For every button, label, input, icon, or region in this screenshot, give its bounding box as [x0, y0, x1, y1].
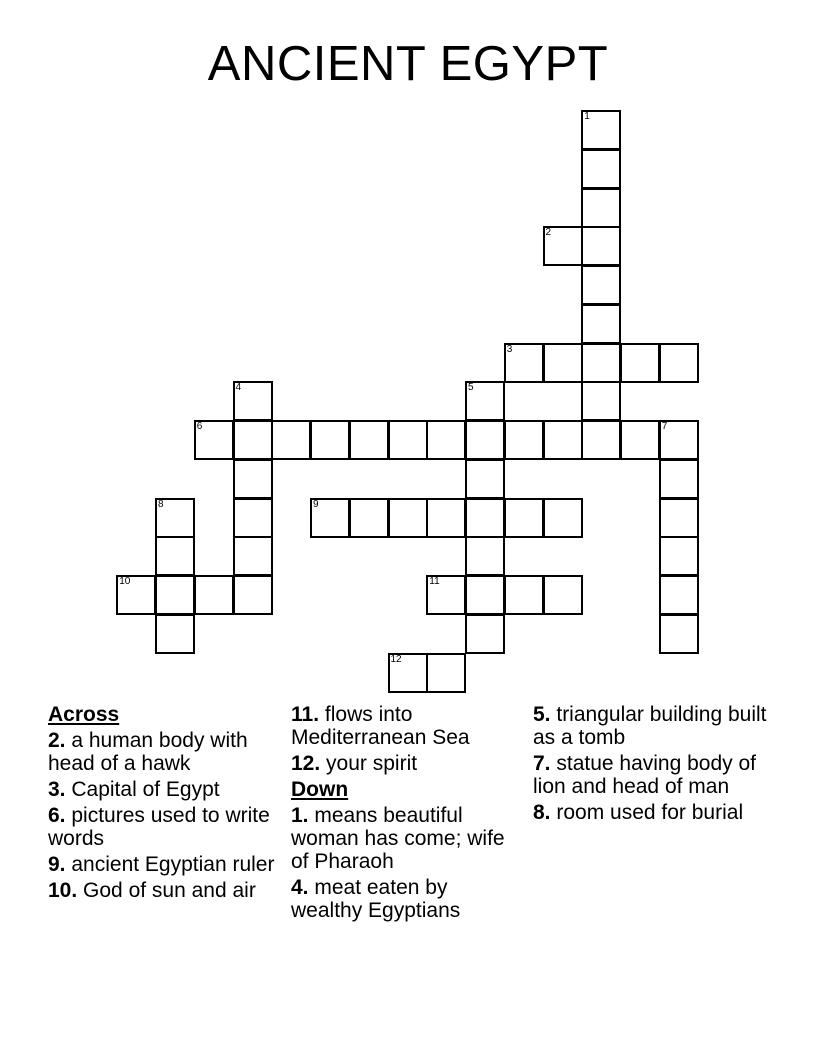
grid-cell[interactable]	[581, 265, 621, 305]
clue-down-7[interactable]	[533, 752, 773, 798]
clue-number: 6.	[48, 804, 66, 827]
grid-cell[interactable]	[543, 226, 583, 266]
clue-across-3[interactable]	[48, 778, 280, 801]
grid-cell[interactable]	[659, 536, 699, 576]
grid-cell[interactable]	[465, 420, 505, 460]
grid-cell[interactable]	[543, 343, 583, 383]
clue-number: 3.	[48, 778, 66, 801]
grid-cell[interactable]	[271, 420, 311, 460]
clue-column-1	[48, 703, 280, 905]
grid-cell[interactable]	[426, 575, 466, 615]
clue-text: your spirit	[326, 752, 418, 775]
clue-number: 5.	[533, 703, 551, 726]
clue-across-6[interactable]	[48, 804, 280, 850]
grid-cell[interactable]	[659, 614, 699, 654]
clue-across-12[interactable]	[291, 752, 511, 775]
grid-cell[interactable]	[504, 343, 544, 383]
clue-text: triangular building built as a tomb	[533, 703, 767, 749]
clue-text: statue having body of lion and head of man	[533, 752, 757, 798]
grid-cell[interactable]	[504, 498, 544, 538]
grid-cell[interactable]	[581, 343, 621, 383]
clue-number: 11.	[291, 703, 320, 726]
clue-down-5[interactable]	[533, 703, 773, 749]
clue-number-label: 8	[158, 498, 164, 510]
clue-number: 4.	[291, 876, 309, 899]
grid-cell[interactable]	[659, 343, 699, 383]
grid-cell[interactable]	[581, 304, 621, 344]
clue-text: meat eaten by wealthy Egyptians	[291, 876, 461, 922]
clue-number-label: 5	[468, 382, 474, 394]
grid-cell[interactable]	[233, 536, 273, 576]
clue-text: pictures used to write words	[48, 804, 270, 850]
clue-number: 12.	[291, 752, 321, 775]
clue-across-10[interactable]	[48, 879, 280, 902]
clue-column-2	[291, 703, 511, 925]
clue-number: 9.	[48, 853, 66, 876]
clue-text: flows into Mediterranean Sea	[291, 703, 470, 749]
grid-cell[interactable]	[155, 575, 195, 615]
across-heading: Across	[48, 703, 120, 726]
grid-cell[interactable]	[388, 653, 428, 693]
clue-across-11[interactable]	[291, 703, 511, 749]
clue-number: 2.	[48, 729, 66, 752]
grid-cell[interactable]	[233, 498, 273, 538]
clue-down-1[interactable]	[291, 804, 511, 873]
grid-cell[interactable]	[543, 420, 583, 460]
grid-cell[interactable]	[465, 381, 505, 421]
clue-number: 8.	[533, 801, 551, 824]
clue-number-label: 3	[506, 343, 513, 355]
grid-cell[interactable]	[581, 188, 621, 228]
grid-cell[interactable]	[465, 614, 505, 654]
grid-cell[interactable]	[659, 575, 699, 615]
grid-cell[interactable]	[620, 420, 660, 460]
grid-cell[interactable]	[194, 575, 234, 615]
clue-number-label: 12	[390, 653, 402, 665]
grid-cell[interactable]	[349, 420, 389, 460]
clue-text: means beautiful woman has come; wife of Pharaoh	[291, 804, 505, 873]
grid-cell[interactable]	[504, 420, 544, 460]
grid-cell[interactable]	[388, 420, 428, 460]
grid-cell[interactable]	[233, 459, 273, 499]
grid-cell[interactable]	[465, 536, 505, 576]
grid-cell[interactable]	[543, 575, 583, 615]
clue-text: room used for burial	[556, 801, 744, 824]
clue-text: ancient Egyptian ruler	[71, 853, 275, 876]
grid-cell[interactable]	[426, 653, 466, 693]
grid-cell[interactable]	[659, 459, 699, 499]
clue-column-3	[533, 703, 773, 827]
clue-number-label: 10	[119, 576, 131, 587]
clue-number-label: 2	[545, 227, 552, 239]
clue-number-label: 11	[429, 576, 440, 587]
clue-down-8[interactable]	[533, 801, 773, 824]
grid-cell[interactable]	[504, 575, 544, 615]
clue-number-label: 1	[584, 111, 590, 122]
grid-cell[interactable]	[194, 420, 234, 460]
grid-cell[interactable]	[620, 343, 660, 383]
grid-cell[interactable]	[581, 226, 621, 266]
clue-text: Capital of Egypt	[71, 778, 220, 801]
grid-cell[interactable]	[349, 498, 389, 538]
clue-number: 10.	[48, 879, 78, 902]
grid-cell[interactable]	[659, 420, 699, 460]
down-heading: Down	[291, 778, 349, 801]
grid-cell[interactable]	[426, 498, 466, 538]
clue-number: 1.	[291, 804, 309, 827]
grid-cell[interactable]	[581, 381, 621, 421]
clue-text: a human body with head of a hawk	[48, 729, 248, 775]
grid-cell[interactable]	[310, 420, 350, 460]
grid-cell[interactable]	[388, 498, 428, 538]
clue-number-label: 6	[196, 421, 203, 432]
clue-number: 7.	[533, 752, 551, 775]
grid-cell[interactable]	[659, 498, 699, 538]
clue-down-4[interactable]	[291, 876, 511, 922]
clue-number-label: 4	[235, 382, 242, 394]
grid-cell[interactable]	[310, 498, 350, 538]
grid-cell[interactable]	[581, 149, 621, 189]
clue-number-label: 9	[313, 498, 319, 510]
grid-cell[interactable]	[155, 614, 195, 654]
grid-cell[interactable]	[465, 459, 505, 499]
grid-cell[interactable]	[233, 420, 273, 460]
puzzle-title: ANCIENT EGYPT	[207, 37, 609, 91]
grid-cell[interactable]	[543, 498, 583, 538]
grid-cell[interactable]	[465, 498, 505, 538]
grid-cell[interactable]	[581, 110, 621, 150]
grid-cell[interactable]	[116, 575, 156, 615]
clue-number-label: 7	[661, 421, 668, 432]
clue-across-2[interactable]	[48, 729, 280, 775]
clue-text: God of sun and air	[83, 879, 256, 902]
grid-cell[interactable]	[581, 420, 621, 460]
grid-cell[interactable]	[233, 381, 273, 421]
grid-cell[interactable]	[465, 575, 505, 615]
clue-across-9[interactable]	[48, 853, 280, 876]
grid-cell[interactable]	[155, 498, 195, 538]
grid-cell[interactable]	[233, 575, 273, 615]
grid-cell[interactable]	[426, 420, 466, 460]
grid-cell[interactable]	[155, 536, 195, 576]
